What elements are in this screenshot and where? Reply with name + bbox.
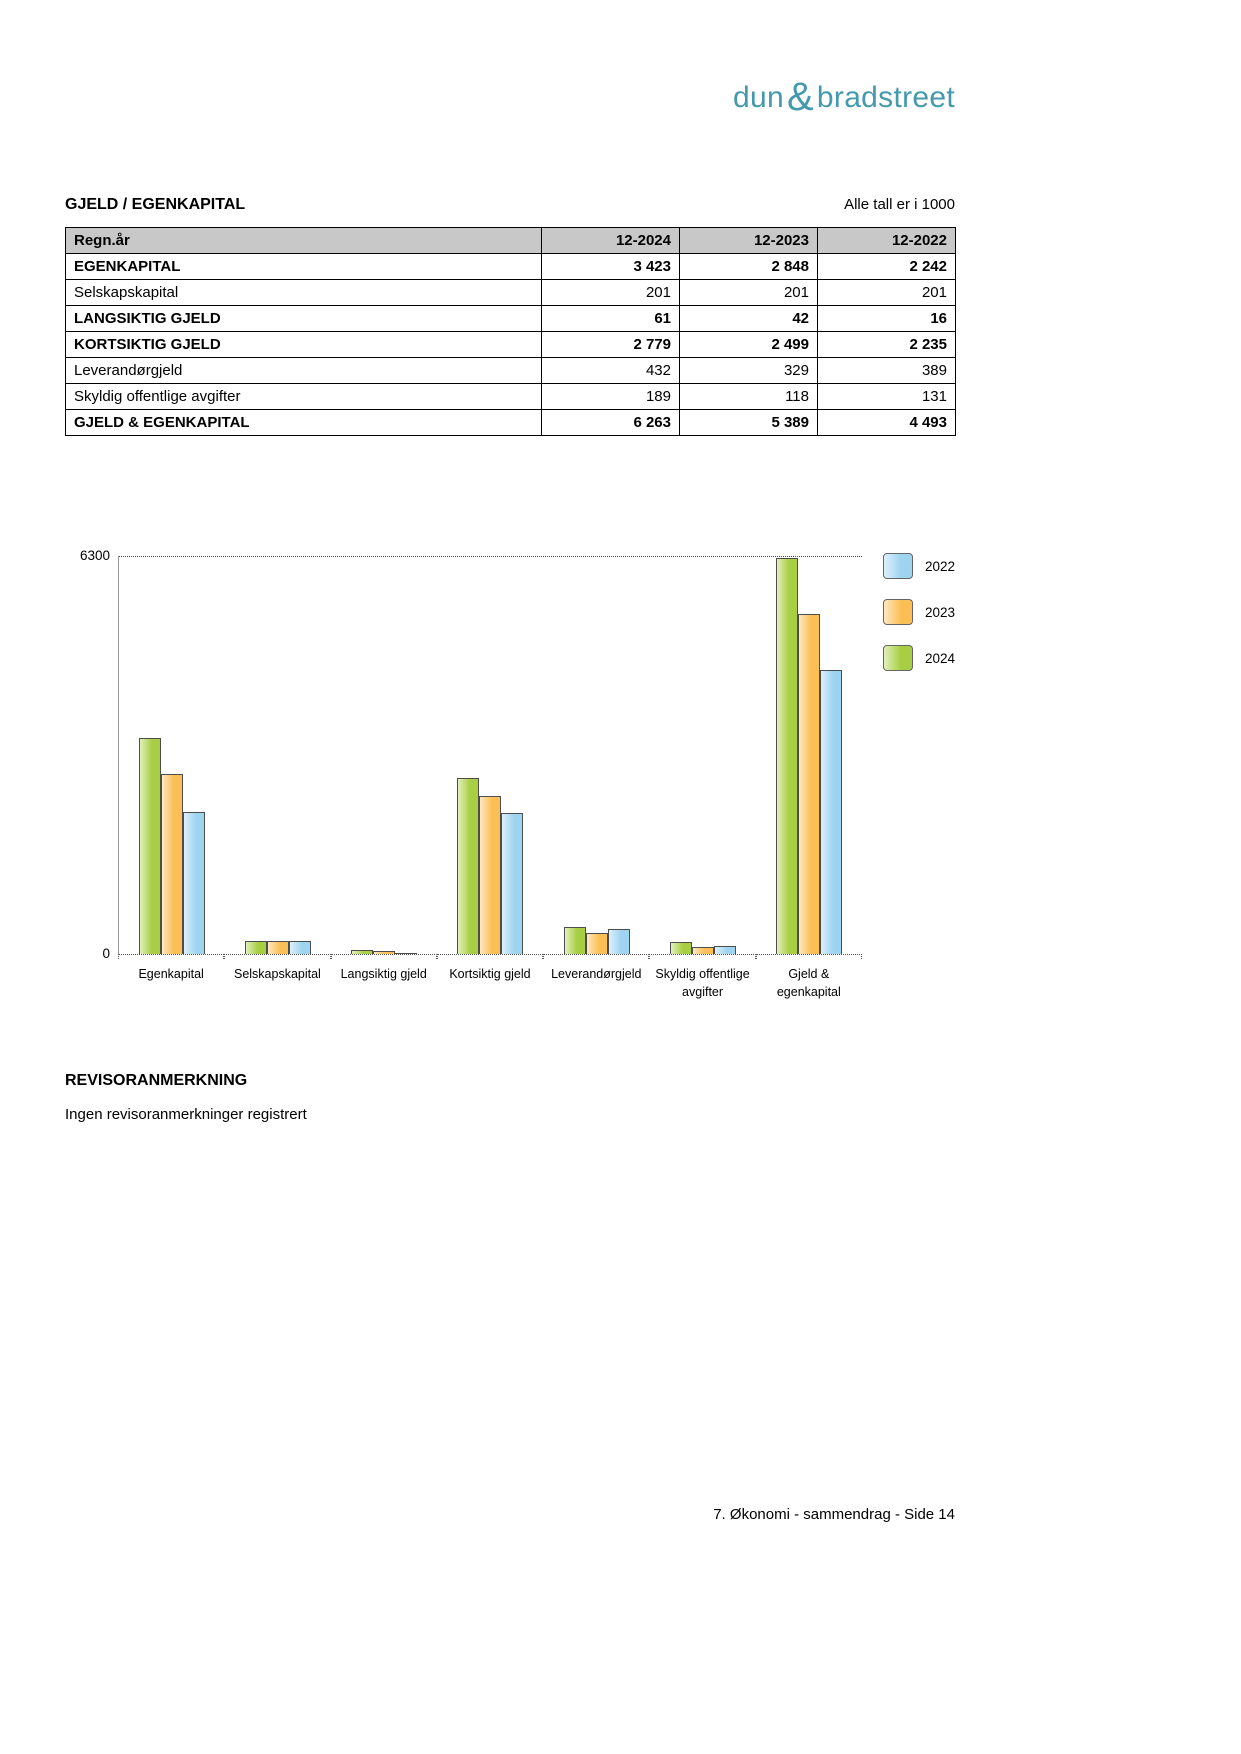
row-value-cell: 2 779 bbox=[542, 332, 680, 358]
liabilities-equity-chart bbox=[65, 545, 955, 1005]
legend-item bbox=[883, 599, 955, 625]
row-value-cell: 6 263 bbox=[542, 410, 680, 436]
bar-group bbox=[119, 556, 225, 954]
table-row bbox=[66, 306, 956, 332]
legend-swatch-2023 bbox=[883, 599, 913, 625]
category-label-row bbox=[118, 965, 862, 1001]
axis-tick-cell bbox=[437, 954, 543, 959]
bar-2022 bbox=[289, 941, 311, 954]
legend-label: 2024 bbox=[924, 650, 955, 666]
bar-2022 bbox=[714, 946, 736, 954]
page-content bbox=[65, 0, 955, 1754]
row-label-cell: Selskapskapital bbox=[66, 280, 542, 306]
bar-group bbox=[650, 556, 756, 954]
row-value-cell: 2 235 bbox=[818, 332, 956, 358]
table-body bbox=[66, 254, 956, 436]
table-row bbox=[66, 384, 956, 410]
row-value-cell: 201 bbox=[680, 280, 818, 306]
table-row bbox=[66, 332, 956, 358]
bar-2022 bbox=[608, 929, 630, 954]
row-value-cell: 61 bbox=[542, 306, 680, 332]
bar-2023 bbox=[586, 933, 608, 954]
table-row bbox=[66, 254, 956, 280]
bar-2024 bbox=[564, 927, 586, 954]
bar-group bbox=[544, 556, 650, 954]
bar-2023 bbox=[267, 941, 289, 954]
liabilities-equity-table bbox=[65, 227, 956, 436]
row-value-cell: 2 242 bbox=[818, 254, 956, 280]
axis-tick-cell bbox=[649, 954, 755, 959]
bar-2023 bbox=[161, 774, 183, 954]
bar-2022 bbox=[501, 813, 523, 954]
row-value-cell: 131 bbox=[818, 384, 956, 410]
row-value-cell: 2 499 bbox=[680, 332, 818, 358]
table-row bbox=[66, 358, 956, 384]
row-label-cell: EGENKAPITAL bbox=[66, 254, 542, 280]
row-label-cell: Skyldig offentlige avgifter bbox=[66, 384, 542, 410]
category-label: Skyldig offentlige avgifter bbox=[655, 967, 750, 1000]
row-value-cell: 2 848 bbox=[680, 254, 818, 280]
logo-text-dun: dun bbox=[732, 81, 784, 114]
table-header-row bbox=[66, 228, 956, 254]
legend-label: 2022 bbox=[924, 558, 955, 574]
row-label-cell: LANGSIKTIG GJELD bbox=[66, 306, 542, 332]
axis-tick-cell bbox=[118, 954, 224, 959]
bar-2022 bbox=[820, 670, 842, 954]
bar-2023 bbox=[692, 947, 714, 954]
axis-tick-cell bbox=[224, 954, 330, 959]
col-header-12-2022: 12-2022 bbox=[818, 228, 956, 254]
table-row bbox=[66, 410, 956, 436]
axis-tick-cell bbox=[756, 954, 862, 959]
axis-tick-cell bbox=[543, 954, 649, 959]
row-value-cell: 329 bbox=[680, 358, 818, 384]
units-note: Alle tall er i 1000 bbox=[844, 196, 955, 213]
category-label: Egenkapital bbox=[138, 967, 204, 981]
bar-2023 bbox=[479, 796, 501, 954]
legend-item bbox=[883, 645, 955, 671]
row-label-cell: GJELD & EGENKAPITAL bbox=[66, 410, 542, 436]
bar-group bbox=[437, 556, 543, 954]
row-label-cell: Leverandørgjeld bbox=[66, 358, 542, 384]
category-label: Langsiktig gjeld bbox=[340, 967, 427, 981]
row-value-cell: 4 493 bbox=[818, 410, 956, 436]
col-header-regnaar: Regn.år bbox=[66, 228, 542, 254]
bar-2024 bbox=[245, 941, 267, 954]
col-header-12-2023: 12-2023 bbox=[680, 228, 818, 254]
bar-2024 bbox=[457, 778, 479, 954]
bar-2024 bbox=[776, 558, 798, 954]
table-row bbox=[66, 280, 956, 306]
row-value-cell: 389 bbox=[818, 358, 956, 384]
category-label: Gjeld & egenkapital bbox=[776, 967, 841, 1000]
y-axis-max-label: 6300 bbox=[79, 548, 110, 563]
row-value-cell: 189 bbox=[542, 384, 680, 410]
chart-plot bbox=[118, 556, 862, 954]
legend-label: 2023 bbox=[924, 604, 955, 620]
logo-ampersand-icon: & bbox=[786, 75, 814, 119]
page-footer: 7. Økonomi - sammendrag - Side 14 bbox=[713, 1506, 955, 1523]
bar-2023 bbox=[798, 614, 820, 954]
bar-2024 bbox=[670, 942, 692, 954]
logo-text-bradstreet: bradstreet bbox=[816, 81, 955, 114]
row-value-cell: 42 bbox=[680, 306, 818, 332]
legend-item bbox=[883, 553, 955, 579]
legend-swatch-2024 bbox=[883, 645, 913, 671]
row-value-cell: 432 bbox=[542, 358, 680, 384]
auditor-remark-title: REVISORANMERKNING bbox=[65, 1072, 248, 1089]
row-value-cell: 16 bbox=[818, 306, 956, 332]
row-value-cell: 3 423 bbox=[542, 254, 680, 280]
row-value-cell: 201 bbox=[818, 280, 956, 306]
bar-group bbox=[331, 556, 437, 954]
legend-swatch-2022 bbox=[883, 553, 913, 579]
row-value-cell: 5 389 bbox=[680, 410, 818, 436]
chart-legend bbox=[883, 553, 955, 691]
bar-group bbox=[225, 556, 331, 954]
section-title: GJELD / EGENKAPITAL bbox=[65, 196, 246, 213]
bar-group bbox=[756, 556, 862, 954]
category-label: Leverandørgjeld bbox=[551, 967, 642, 981]
y-axis-zero-label: 0 bbox=[102, 946, 110, 961]
col-header-12-2024: 12-2024 bbox=[542, 228, 680, 254]
row-label-cell: KORTSIKTIG GJELD bbox=[66, 332, 542, 358]
axis-tick-cell bbox=[331, 954, 437, 959]
section-header bbox=[65, 196, 955, 214]
bar-2022 bbox=[183, 812, 205, 954]
row-value-cell: 118 bbox=[680, 384, 818, 410]
x-axis-baseline bbox=[118, 954, 862, 959]
bar-2024 bbox=[139, 738, 161, 954]
category-label: Selskapskapital bbox=[233, 967, 321, 981]
category-label: Kortsiktig gjeld bbox=[449, 967, 531, 981]
auditor-remark-body: Ingen revisoranmerkninger registrert bbox=[65, 1106, 307, 1123]
row-value-cell: 201 bbox=[542, 280, 680, 306]
